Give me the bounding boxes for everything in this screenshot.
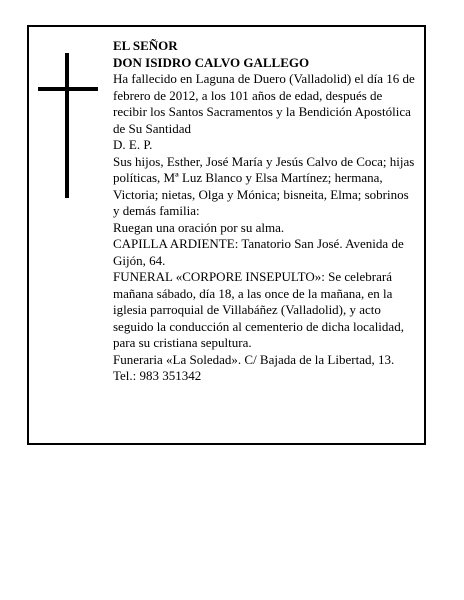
family-list: Sus hijos, Esther, José María y Jesús Calvo de Coca; hijas políticas, Mª Luz Blanco y Elsa Martínez; hermana, Victoria; nietas, Olga y Mónica; bisneita, Elma; sobrinos y demás familia: [113,153,415,218]
deceased-name: DON ISIDRO CALVO GALLEGO [113,54,310,70]
obituary-text [113,38,418,385]
prayer-request: Ruegan una oración por su alma. [113,219,285,235]
funeral-home-info: Funeraria «La Soledad». C/ Bajada de la Libertad, 13. Tel.: 983 351342 [113,351,395,383]
cross-icon [38,53,98,198]
death-info: Ha fallecido en Laguna de Duero (Valladolid) el día 16 de febrero de 2012, a los 101 años de edad, después de recibir los Santos Sacramentos y la Bendición Apostólica de Su Santidad [113,71,415,136]
obituary-heading: EL SEÑOR [113,38,178,53]
cross-vertical-bar [65,53,69,198]
rest-in-peace: D. E. P. [113,137,153,152]
cross-horizontal-bar [38,87,98,91]
chapel-info: CAPILLA ARDIENTE: Tanatorio San José. Avenida de Gijón, 64. [113,236,404,268]
funeral-info: FUNERAL «CORPORE INSEPULTO»: Se celebrará mañana sábado, día 18, a las once de la mañana, en la iglesia parroquial de Villabáñez (Valladolid), y acto seguido la conducción al cementerio de dicha localidad, para su cristiana sepultura. [113,269,404,350]
